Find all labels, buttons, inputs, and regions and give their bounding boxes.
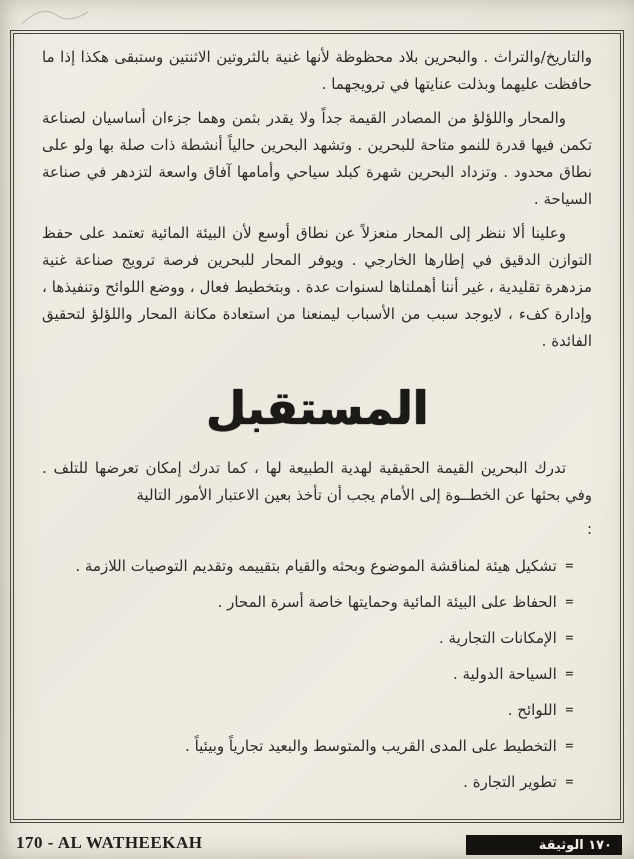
colon-line: :	[586, 520, 592, 538]
list-item-text: الحفاظ على البيئة المائية وحمايتها خاصة أسرة المحار .	[217, 593, 557, 611]
bullet-icon: =	[564, 775, 574, 788]
list-item	[42, 769, 574, 797]
pencil-mark-icon	[18, 4, 108, 30]
list-item-text: السياحة الدولية .	[452, 665, 557, 683]
list-item-text: اللوائح .	[507, 701, 557, 719]
bullet-icon: =	[564, 595, 574, 608]
bullet-icon: =	[564, 703, 574, 716]
list-item	[42, 661, 574, 689]
bullet-icon: =	[564, 559, 574, 572]
page-border-frame	[10, 30, 624, 823]
list-item-text: الإمكانات التجارية .	[439, 629, 557, 647]
list-item	[42, 733, 574, 761]
list-item-text: تشكيل هيئة لمناقشة الموضوع وبحثه والقيام بتقييمه وتقديم التوصيات اللازمة .	[75, 557, 557, 575]
section-heading: المستقبل	[205, 381, 429, 435]
footer-publication-number: 170 - AL WATHEEKAH	[16, 833, 203, 852]
page-footer	[0, 831, 634, 857]
list-item	[42, 553, 574, 581]
document-body	[42, 44, 592, 355]
footer-banner	[466, 835, 622, 855]
paragraph: وعلينا ألا ننظر إلى المحار منعزلاً عن نطاق أوسع لأن البيئة المائية تعتمد على حفظ التوازن الدقيق في إطارها الخارجي . ويوفر المحار للبحرين فرصة ترويج صناعة غنية مزدهرة تقليدية ، غير أننا أهملناها لسنوات عدة . وبتخطيط فعال ، ووضع اللوائح وتنفيذها ، وإدارة كفء ، لايوجد سبب من الأسباب ليمنعنا من استعادة مكانة المحار واللؤلؤ لتحقيق الفائدة .	[42, 224, 592, 350]
footer-banner-text: ١٧٠ الوثيقة	[538, 837, 612, 853]
bullet-list	[42, 553, 574, 797]
bullet-icon: =	[564, 631, 574, 644]
list-item	[42, 589, 574, 617]
intro-block	[42, 455, 592, 543]
list-item-text: تطوير التجارة .	[463, 773, 557, 791]
paragraph: والمحار واللؤلؤ من المصادر القيمة جداً ولا يقدر بثمن وهما جزءان أساسيان لصناعة تكمن فيها قدرة للنمو متاحة للبحرين . وتشهد البحرين حالياً أنشطة ذات صلة بها ولو على نطاق محدود . وتزداد البحرين شهرة كبلد سياحي وأمامها آفاق واسعة لتزدهر في صناعة السياحة .	[42, 109, 592, 208]
bullet-icon: =	[564, 739, 574, 752]
bullet-icon: =	[564, 667, 574, 680]
intro-paragraph: تدرك البحرين القيمة الحقيقية لهدية الطبيعة لها ، كما تدرك إمكان تعرضها للتلف . وفي بحثها عن الخطــوة إلى الأمام يجب أن تأخذ بعين الاعتبار الأمور التالية	[42, 459, 592, 504]
paragraph: والتاريخ/والتراث . والبحرين بلاد محظوظة لأنها غنية بالثروتين الاثنتين وستبقى هكذا إذا ما حافظت عليهما وبذلت عنايتها في ترويجهما .	[42, 48, 592, 93]
list-item-text: التخطيط على المدى القريب والمتوسط والبعيد تجارياً وبيئياً .	[185, 737, 557, 755]
list-item	[42, 697, 574, 725]
list-item	[42, 625, 574, 653]
